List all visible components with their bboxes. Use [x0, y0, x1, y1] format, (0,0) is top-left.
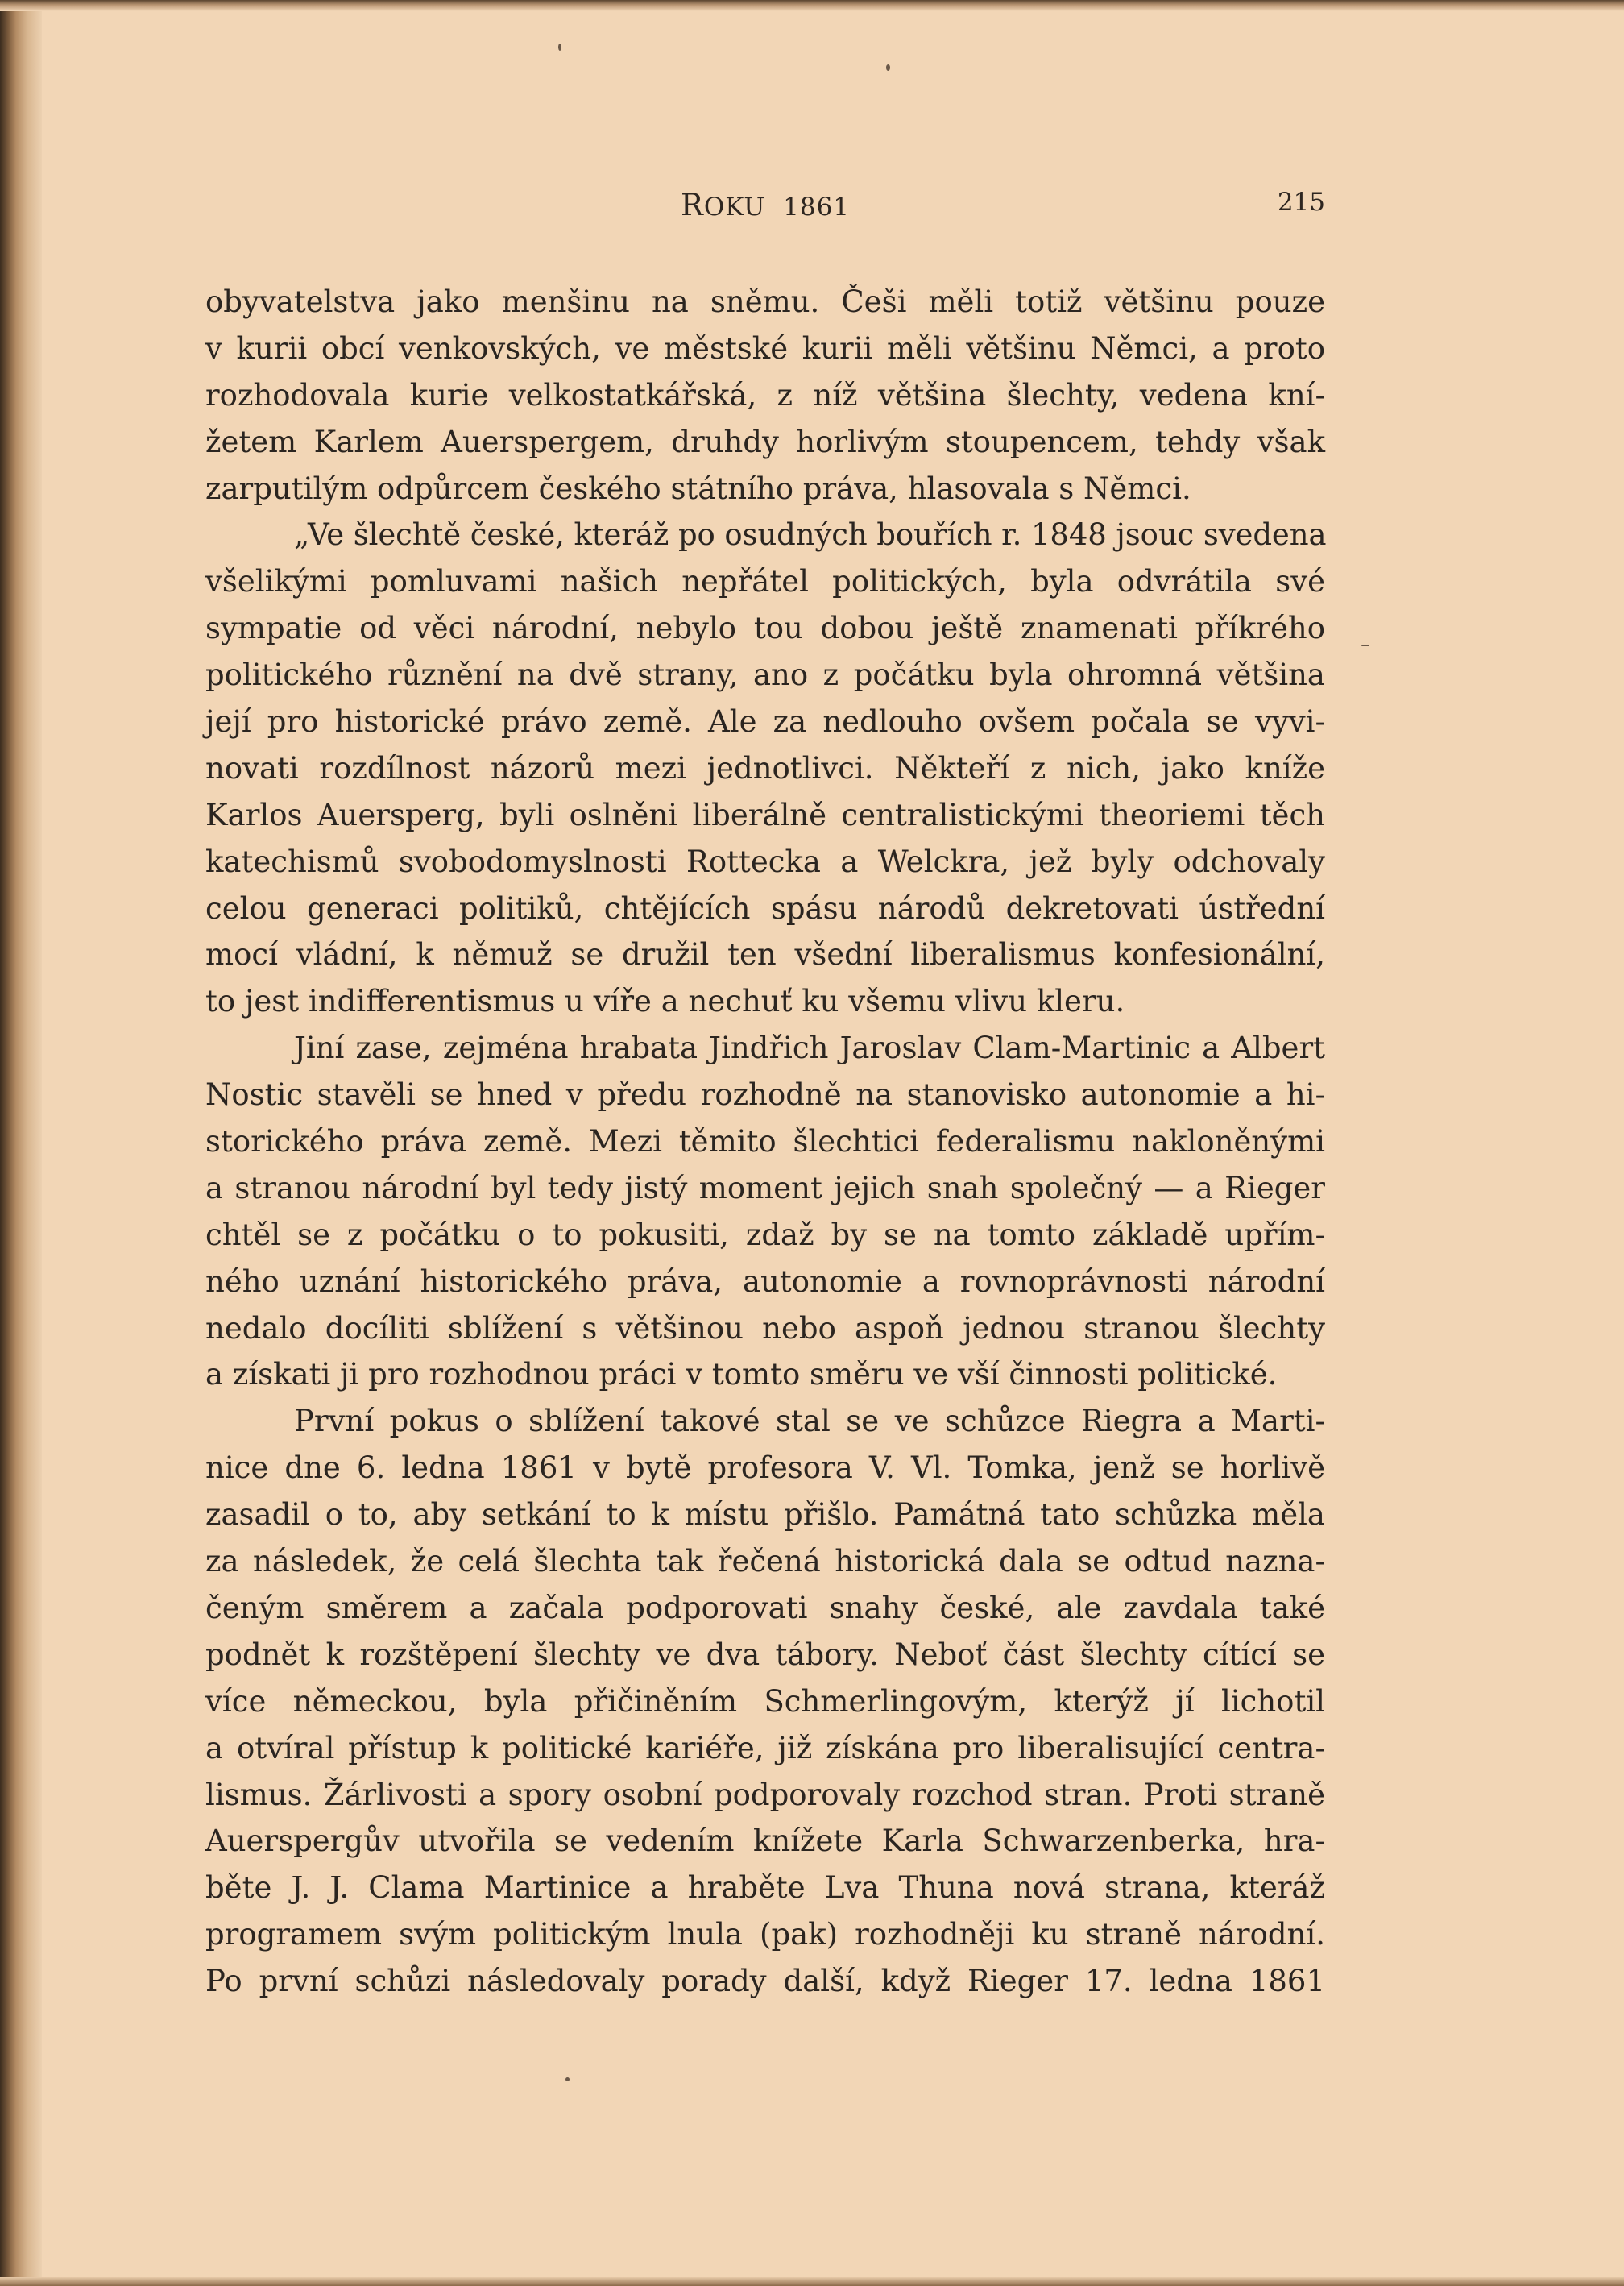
running-head-initial: R: [680, 188, 704, 222]
text-line: První pokus o sblížení takové stal se ve schůzce Riegra a Marti-: [294, 1404, 1325, 1439]
running-head: [205, 188, 1325, 222]
paper-speck: [558, 44, 561, 51]
text-line: celou generaci politiků, chtějících spásu národů dekretovati ústřední: [205, 890, 1325, 926]
text-line: programem svým politickým lnula (pak) rozhodněji ku straně národní.: [205, 1917, 1325, 1952]
paper-speck: [566, 2077, 570, 2081]
text-line: storického práva země. Mezi těmito šlechtici federalismu nakloněnými: [205, 1124, 1325, 1160]
text-line: žetem Karlem Auerspergem, druhdy horlivým stoupencem, tehdy však: [205, 424, 1325, 459]
text-line: chtěl se z počátku o to pokusiti, zdaž by se na tomto základě upřím-: [205, 1217, 1325, 1252]
text-line: novati rozdílnost názorů mezi jednotlivci. Někteří z nich, jako kníže: [205, 750, 1325, 786]
text-line: ného uznání historického práva, autonomie a rovnoprávnosti národní: [205, 1263, 1325, 1299]
text-line: za následek, že celá šlechta tak řečená historická dala se odtud nazna-: [205, 1544, 1325, 1579]
text-line: a stranou národní byl tedy jistý moment jejich snah společný — a Rieger: [205, 1170, 1325, 1205]
text-line: obyvatelstva jako menšinu na sněmu. Češi měli totiž většinu pouze: [205, 284, 1325, 319]
text-line: politického různění na dvě strany, ano z počátku byla ohromná většina: [205, 658, 1325, 693]
running-head-year: 1861: [783, 193, 851, 222]
text-line: sympatie od věci národní, nebylo tou dobou ještě znamenati příkrého: [205, 611, 1325, 646]
text-line: v kurii obcí venkovských, ve městské kurii měli většinu Němci, a proto: [205, 330, 1325, 366]
text-line: všelikými pomluvami našich nepřátel politických, byla odvrátila své: [205, 564, 1325, 600]
body-text: [205, 279, 1325, 2005]
text-line: zasadil o to, aby setkání to k místu přišlo. Památná tato schůzka měla: [205, 1497, 1325, 1533]
paper-speck: [1361, 645, 1369, 646]
text-line: čeným směrem a začala podporovati snahy české, ale zavdala také: [205, 1590, 1325, 1625]
text-line: a získati ji pro rozhodnou práci v tomto směru ve vší činnosti politické.: [205, 1357, 1278, 1392]
running-head-rest: OKU: [703, 193, 766, 222]
page-number: 215: [1277, 188, 1325, 217]
text-line: a otvíral přístup k politické kariéře, již získána pro liberalisující centra-: [205, 1730, 1325, 1765]
text-line: rozhodovala kurie velkostatkářská, z níž většina šlechty, vedena kní-: [205, 377, 1325, 413]
text-line: Karlos Auersperg, byli oslněni liberálně centralistickými theoriemi těch: [205, 797, 1325, 832]
text-line: to jest indifferentismus u víře a nechuť ku všemu vlivu kleru.: [205, 984, 1125, 1019]
text-line: podnět k rozštěpení šlechty ve dva tábory. Neboť část šlechty cítící se: [205, 1637, 1325, 1672]
text-line: mocí vládní, k němuž se družil ten všední liberalismus konfesionální,: [205, 937, 1325, 973]
text-line: Auerspergův utvořila se vedením knížete Karla Schwarzenberka, hra-: [205, 1823, 1325, 1859]
page-bottom-edge: [0, 2277, 1624, 2286]
text-line: Po první schůzi následovaly porady další, když Rieger 17. ledna 1861: [205, 1964, 1325, 1999]
page-top-edge: [0, 0, 1624, 11]
text-line: „Ve šlechtě české, kteráž po osudných bouřích r. 1848 jsouc svedena: [294, 517, 1327, 553]
text-line: Nostic stavěli se hned v předu rozhodně na stanovisko autonomie a hi-: [205, 1077, 1325, 1113]
text-line: zarputilým odpůrcem českého státního práva, hlasovala s Němci.: [205, 471, 1191, 506]
text-line: její pro historické právo země. Ale za nedlouho ovšem počala se vyvi-: [205, 704, 1325, 740]
text-line: lismus. Žárlivosti a spory osobní podporovaly rozchod stran. Proti straně: [205, 1777, 1325, 1812]
paper-speck: [886, 64, 890, 71]
book-spine-shadow: [0, 0, 42, 2286]
text-line: Jiní zase, zejména hrabata Jindřich Jaroslav Clam-Martinic a Albert: [294, 1031, 1325, 1066]
text-line: nice dne 6. ledna 1861 v bytě profesora V. Vl. Tomka, jenž se horlivě: [205, 1450, 1325, 1486]
text-line: katechismů svobodomyslnosti Rottecka a Welckra, jež byly odchovaly: [205, 844, 1325, 879]
text-line: více německou, byla přičiněním Schmerlingovým, kterýž jí lichotil: [205, 1683, 1325, 1719]
text-line: nedalo docíliti sblížení s většinou nebo aspoň jednou stranou šlechty: [205, 1310, 1325, 1346]
text-line: běte J. J. Clama Martinice a hraběte Lva Thuna nová strana, kteráž: [205, 1870, 1325, 1906]
page-header: [205, 188, 1325, 228]
